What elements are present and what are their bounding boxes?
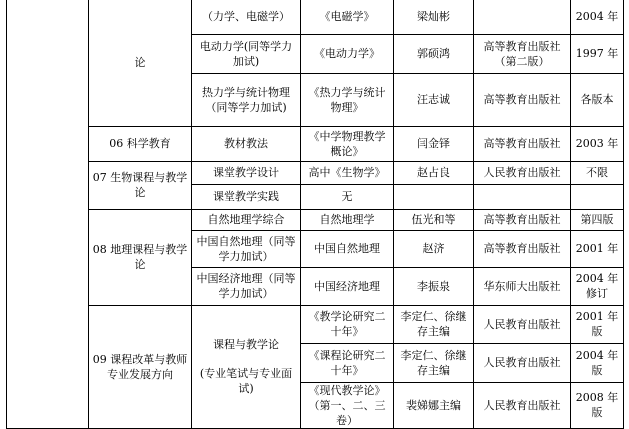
author-cell: 李定仁、徐继存主编 [394, 343, 474, 382]
edition-cell [571, 184, 624, 209]
edition-cell: 2008 年版 [571, 382, 624, 428]
table-row [7, 126, 624, 161]
author-cell [394, 184, 474, 209]
book-cell: 《中学物理教学概论》 [301, 126, 394, 161]
publisher-cell: 高等教育出版社 [474, 73, 571, 126]
category-cell: 09 课程改革与教师专业发展方向 [89, 305, 192, 428]
publisher-cell: 人民教育出版社 [474, 305, 571, 343]
publisher-cell [474, 184, 571, 209]
book-cell: 高中《生物学》 [301, 161, 394, 184]
course-cell: 自然地理学综合 [192, 209, 301, 230]
book-cell: 《教学论研究二十年》 [301, 305, 394, 343]
category-cell: 08 地理课程与教学论 [89, 209, 192, 305]
book-cell: 《课程论研究二十年》 [301, 343, 394, 382]
edition-cell: 各版本 [571, 73, 624, 126]
author-cell: 汪志诚 [394, 73, 474, 126]
publisher-cell: 人民教育出版社 [474, 161, 571, 184]
course-cell: 中国经济地理（同等学力加试） [192, 267, 301, 305]
category-cell: 06 科学教育 [89, 126, 192, 161]
book-cell: 《现代教学论》（第一、二、三卷） [301, 382, 394, 428]
course-note: (专业笔试与专业面试) [199, 367, 293, 395]
edition-cell: 不限 [571, 161, 624, 184]
course-cell: 热力学与统计物理（同等学力加试) [192, 73, 301, 126]
course-cell: 中国自然地理（同等学力加试） [192, 230, 301, 267]
book-cell: 中国自然地理 [301, 230, 394, 267]
book-cell: 自然地理学 [301, 209, 394, 230]
book-cell: 中国经济地理 [301, 267, 394, 305]
edition-cell: 2004 年 [571, 0, 624, 34]
author-cell: 赵济 [394, 230, 474, 267]
table-row [7, 0, 624, 34]
publisher-cell: 华东师大出版社 [474, 267, 571, 305]
course-cell [192, 305, 301, 428]
author-cell: 裴娣娜主编 [394, 382, 474, 428]
book-cell: 《电磁学》 [301, 0, 394, 34]
course-cell: 教材教法 [192, 126, 301, 161]
table-row [7, 161, 624, 184]
author-cell: 李定仁、徐继存主编 [394, 305, 474, 343]
reference-book-table [6, 0, 624, 429]
publisher-cell: 高等教育出版社 [474, 230, 571, 267]
publisher-cell: 人民教育出版社 [474, 343, 571, 382]
edition-cell: 2001 年 [571, 230, 624, 267]
table-row [7, 209, 624, 230]
edition-cell: 第四版 [571, 209, 624, 230]
category-cell: 论 [89, 0, 192, 126]
publisher-cell: 高等教育出版社 [474, 209, 571, 230]
course-cell: 课堂教学实践 [192, 184, 301, 209]
book-cell: 《热力学与统计物理》 [301, 73, 394, 126]
publisher-cell: 高等教育出版社（第二版） [474, 34, 571, 73]
category-cell: 07 生物课程与教学论 [89, 161, 192, 209]
outer-margin-column [7, 0, 89, 428]
course-title: 课程与教学论 [213, 338, 279, 351]
edition-cell: 2004 年版 [571, 343, 624, 382]
edition-cell: 2001 年版 [571, 305, 624, 343]
author-cell: 梁灿彬 [394, 0, 474, 34]
book-cell: 无 [301, 184, 394, 209]
course-cell: 课堂教学设计 [192, 161, 301, 184]
edition-cell: 1997 年 [571, 34, 624, 73]
author-cell: 赵占良 [394, 161, 474, 184]
author-cell: 李振泉 [394, 267, 474, 305]
course-cell: （力学、电磁学） [192, 0, 301, 34]
book-cell: 《电动力学》 [301, 34, 394, 73]
author-cell: 闫金铎 [394, 126, 474, 161]
author-cell: 伍光和等 [394, 209, 474, 230]
publisher-cell: 高等教育出版社 [474, 126, 571, 161]
publisher-cell: 人民教育出版社 [474, 382, 571, 428]
course-cell: 电动力学(同等学力加试) [192, 34, 301, 73]
table-row [7, 305, 624, 343]
edition-cell: 2004 年修订 [571, 267, 624, 305]
publisher-cell [474, 0, 571, 34]
edition-cell: 2003 年 [571, 126, 624, 161]
author-cell: 郭硕鸿 [394, 34, 474, 73]
